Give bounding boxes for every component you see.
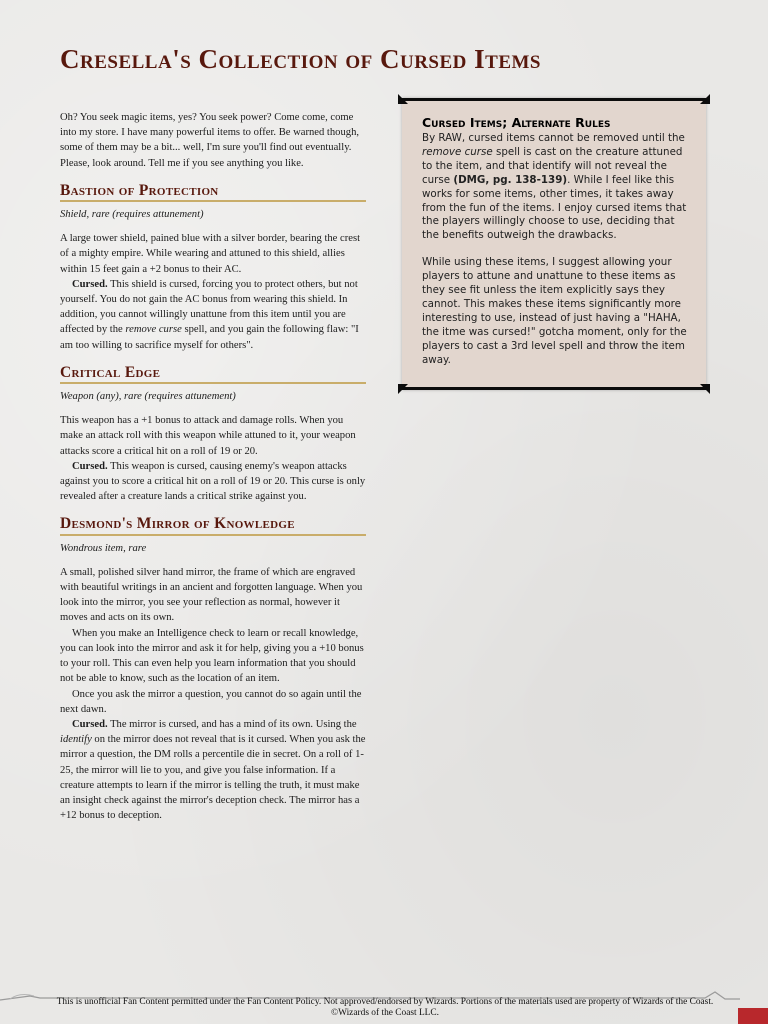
curse-text: The mirror is cursed, and has a mind of its own. Using the [107, 718, 357, 730]
item-paragraph: When you make an Intelligence check to learn or recall knowledge, you can look into the mirror and ask it for help, giving you a +10 bonus to your roll. This can even help you learn information that you should not be able to know, such as the location of an item. [60, 627, 364, 685]
item-heading: Bastion of Protection [60, 183, 366, 202]
spell-name: remove curse [125, 324, 182, 336]
item-curse [60, 717, 366, 823]
note-text: . While I feel like this works for some items, other times, it takes away from the fun of the items. I enjoy cursed items that the players willingly choose to use, deciding that the benefits outweigh the drawbacks. [422, 173, 687, 242]
item-subtitle: Weapon (any), rare (requires attunement) [60, 391, 236, 403]
item-curse [60, 277, 366, 353]
rule-reference: (DMG, pg. 138-139) [453, 173, 568, 186]
note-paragraph [422, 132, 688, 243]
page-title: Cresella's Collection of Cursed Items [60, 44, 541, 74]
item-paragraph: Once you ask the mirror a question, you cannot do so again until the next dawn. [60, 688, 362, 715]
item-desmonds-mirror [60, 516, 366, 823]
curse-text: This weapon is cursed, causing enemy's weapon attacks against you to score a critical hit on a roll of 19 or 20. This curse is only revealed after a creature lands a critical strike against you. [60, 460, 366, 503]
note-corner-ornament [398, 384, 408, 394]
note-corner-ornament [700, 94, 710, 104]
item-subtitle: Wondrous item, rare [60, 542, 147, 554]
note-title: Cursed Items; Alternate Rules [422, 115, 611, 130]
curse-text: on the mirror does not reveal that is it cursed. When you ask the mirror a question, the DM rolls a percentile die in secret. On a roll of 1-25, the mirror will lie to you, and give you false information. If a creature attempts to learn if the mirror is telling the truth, it must make an insight check against the mirror's deception check. The mirror has a +12 bonus to deception. [60, 734, 366, 822]
left-column [60, 110, 366, 835]
item-description: A large tower shield, pained blue with a silver border, bearing the crest of a mighty empire. While wearing and attuned to this shield, allies within 15 feet gain a +2 bonus to their AC. [60, 233, 361, 275]
spell-name: remove curse [422, 145, 493, 158]
curse-text: This shield is cursed, forcing you to protect others, but not yourself. You do not gain the AC bonus from wearing this shield. In addition, you cannot willingly unattune from this item until you are affected by the [60, 278, 358, 336]
note-corner-ornament [398, 94, 408, 104]
spell-name: identify [60, 734, 92, 746]
intro-text: Oh? You seek magic items, yes? You seek power? Come come, come into my store. I have many powerful items to offer. Be warned though, some of them may be a bit... well, I'm sure you'll find out eventually. Please, look around. Tell me if you see anything you like. [60, 112, 360, 169]
note-paragraph: While using these items, I suggest allowing your players to attune and unattune to these items as they see fit unless the item explicitly says they cannot. This makes these items significantly more interesting to use, instead of just having a "HAHA, the itme was cursed!" gotcha moment, only for the players to cast a 3rd level spell and throw the item away. [422, 256, 687, 366]
cursed-label: Cursed. [72, 278, 108, 290]
note-text: By RAW, cursed items cannot be removed until the [422, 132, 685, 144]
cursed-label: Cursed. [72, 460, 108, 472]
cursed-label: Cursed. [72, 718, 108, 730]
item-description: This weapon has a +1 bonus to attack and damage rolls. When you make an attack roll with this weapon while attuned to it, your weapon attacks score a critical hit on a roll of 19 or 20. [60, 415, 356, 457]
item-critical-edge [60, 365, 366, 505]
item-curse [60, 459, 366, 505]
note-text: spell is cast on the creature attuned to the item, and that identify will not reveal the curse [422, 145, 683, 186]
item-heading: Critical Edge [60, 365, 366, 384]
item-subtitle: Shield, rare (requires attunement) [60, 209, 204, 221]
footer-text: This is unofficial Fan Content permitted under the Fan Content Policy. Not approved/endorsed by Wizards. Portions of the materials used are property of Wizards of the Coast. ©Wizards of the Coast LLC. [56, 997, 714, 1018]
page-corner-mark [738, 1008, 768, 1024]
note-corner-ornament [700, 384, 710, 394]
curse-text: spell, and you gain the following flaw: "I am too willing to sacrifice myself for others". [60, 324, 359, 351]
item-description: A small, polished silver hand mirror, the frame of which are engraved with beautiful writings in an ancient and forgotten language. When you look into the mirror, you see your reflection as normal, however it moves and acts on its own. [60, 566, 363, 624]
item-bastion [60, 183, 366, 353]
item-heading: Desmond's Mirror of Knowledge [60, 516, 366, 535]
note-box [402, 98, 706, 390]
